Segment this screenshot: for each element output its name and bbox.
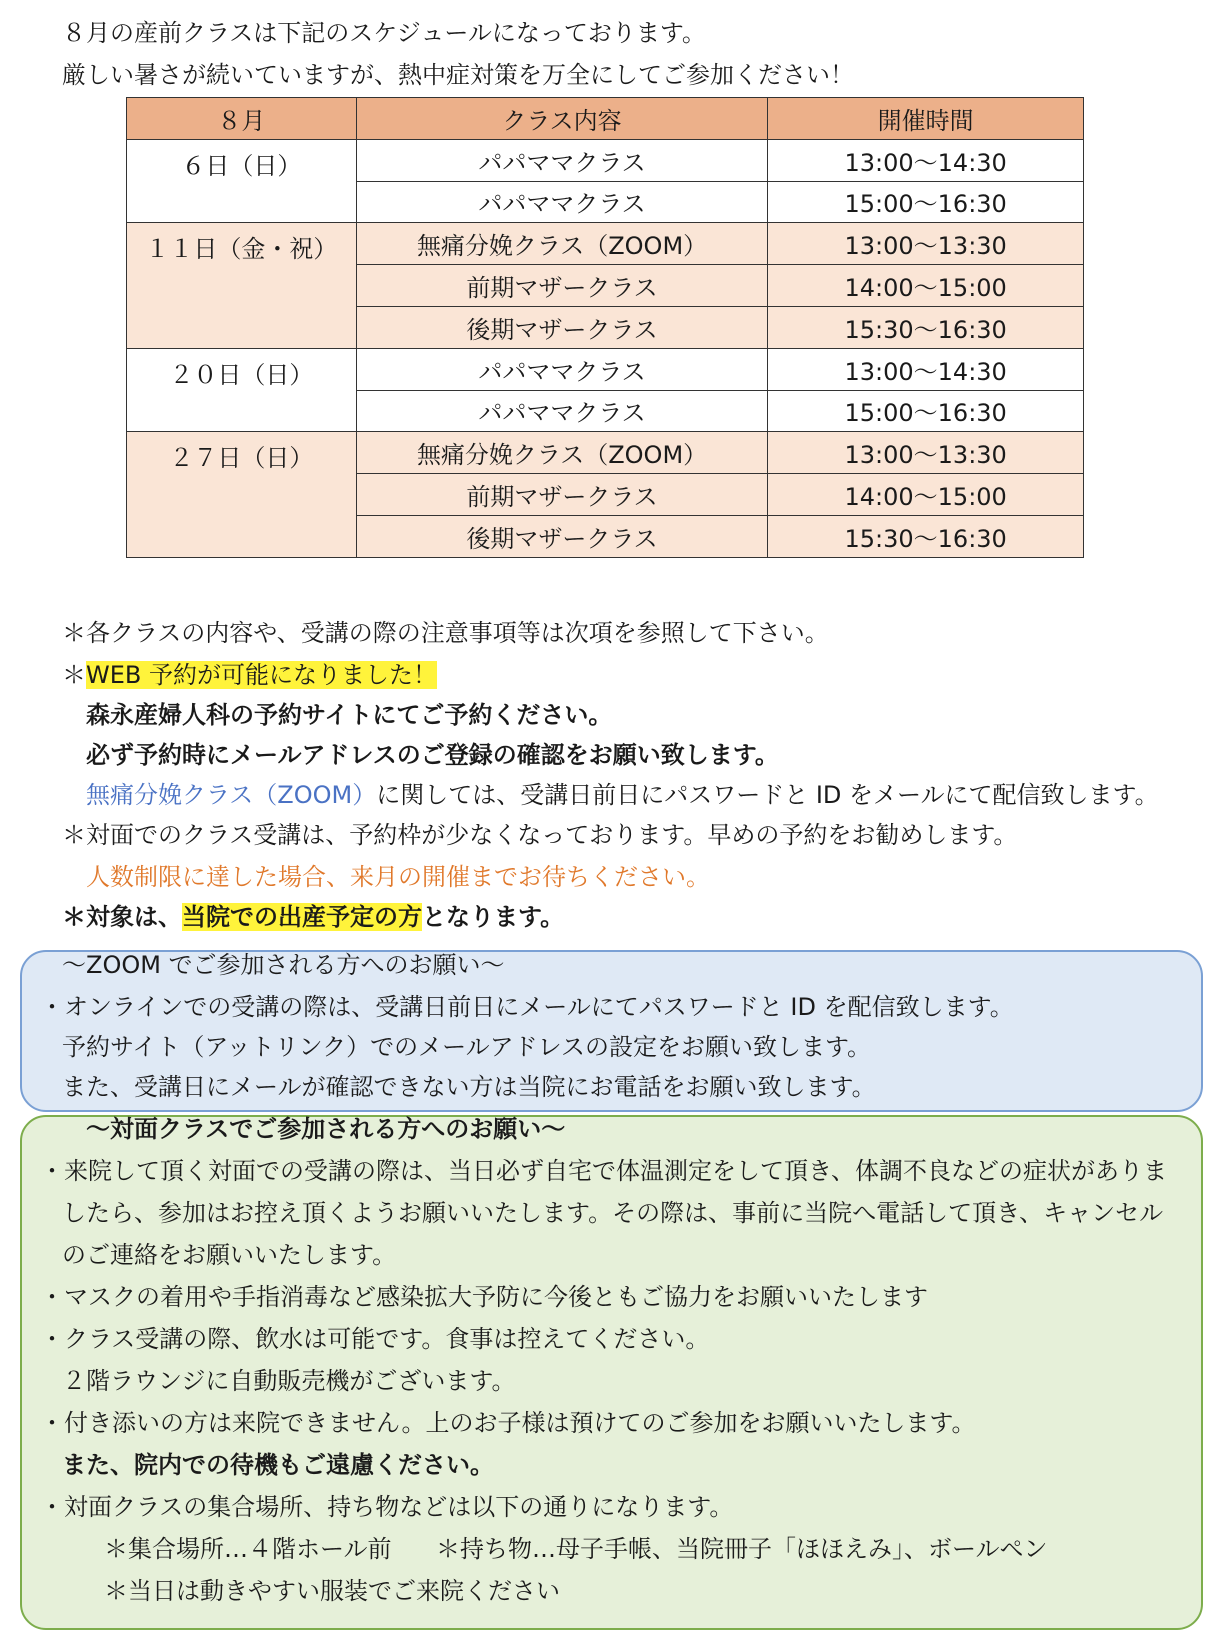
note-zoom-password <box>86 780 1159 810</box>
table-row <box>127 223 1084 265</box>
time-cell: 13:00～13:30 <box>768 223 1084 265</box>
in-person-box-line: ・マスクの着用や手指消毒など感染拡大予防に今後ともご協力をお願いいたします <box>40 1283 928 1311</box>
note-eligibility <box>62 902 564 932</box>
web-booking-highlight: WEB 予約が可能になりました！ <box>86 661 437 689</box>
class-cell: パパママクラス <box>356 181 768 223</box>
clothing-note: ＊当日は動きやすい服装でご来院ください <box>104 1577 560 1605</box>
table-row <box>127 348 1084 390</box>
class-cell: パパママクラス <box>356 390 768 432</box>
date-cell: ２７日（日） <box>127 432 357 557</box>
class-cell: 前期マザークラス <box>356 265 768 307</box>
date-cell: ６日（日） <box>127 139 357 223</box>
in-person-box-line: ・対面クラスの集合場所、持ち物などは以下の通りになります。 <box>40 1493 734 1521</box>
time-cell: 14:00～15:00 <box>768 474 1084 516</box>
zoom-box-line: また、受講日にメールが確認できない方は当院にお電話をお願い致します。 <box>62 1073 876 1101</box>
note-limited-slots: ＊対面でのクラス受講は、予約枠が少なくなっております。早めの予約をお勧めします。 <box>62 821 1018 849</box>
meeting-place: ＊集合場所…４階ホール前 <box>104 1535 392 1563</box>
in-person-box-line: ・クラス受講の際、飲水は可能です。食事は控えてください。 <box>40 1325 710 1353</box>
time-cell: 15:30～16:30 <box>768 515 1084 557</box>
time-cell: 13:00～14:30 <box>768 348 1084 390</box>
class-cell: 後期マザークラス <box>356 515 768 557</box>
in-person-box-line: ・来院して頂く対面での受講の際は、当日必ず自宅で体温測定をして頂き、体調不良などの症状がありま <box>40 1157 1168 1185</box>
note-asterisk: ＊ <box>62 661 86 689</box>
in-person-box-line: ２階ラウンジに自動販売機がございます。 <box>62 1367 516 1395</box>
in-person-box-line: また、院内での待機もご遠慮ください。 <box>62 1451 494 1479</box>
zoom-password-text: に関しては、受講日前日にパスワードと ID をメールにて配信致します。 <box>376 781 1159 809</box>
class-cell: 後期マザークラス <box>356 306 768 348</box>
time-cell: 14:00～15:00 <box>768 265 1084 307</box>
time-cell: 15:30～16:30 <box>768 306 1084 348</box>
time-cell: 15:00～16:30 <box>768 390 1084 432</box>
note-capacity-limit: 人数制限に達した場合、来月の開催までお待ちください。 <box>86 863 710 891</box>
time-cell: 13:00～14:30 <box>768 139 1084 181</box>
zoom-box-title: ～ZOOM でご参加される方へのお願い～ <box>62 951 505 979</box>
class-cell: パパママクラス <box>356 348 768 390</box>
intro-line-1: ８月の産前クラスは下記のスケジュールになっております。 <box>62 19 706 47</box>
header-class: クラス内容 <box>356 98 768 140</box>
time-cell: 13:00～13:30 <box>768 432 1084 474</box>
items-to-bring: ＊持ち物…母子手帳、当院冊子「ほほえみ」、ボールペン <box>436 1535 1048 1563</box>
eligibility-suffix: となります。 <box>422 903 565 931</box>
in-person-box-line: したら、参加はお控え頂くようお願いいたします。その際は、事前に当院へ電話して頂き、キャンセル <box>62 1199 1164 1227</box>
class-cell: パパママクラス <box>356 139 768 181</box>
class-cell: 無痛分娩クラス（ZOOM） <box>356 432 768 474</box>
zoom-box-line: 予約サイト（アットリンク）でのメールアドレスの設定をお願い致します。 <box>62 1033 872 1061</box>
in-person-box-title: ～対面クラスでご参加される方へのお願い～ <box>86 1115 566 1143</box>
table-row <box>127 432 1084 474</box>
note-email-confirm: 必ず予約時にメールアドレスのご登録の確認をお願い致します。 <box>86 741 779 769</box>
in-person-box-line: のご連絡をお願いいたします。 <box>62 1241 397 1269</box>
date-cell: ２０日（日） <box>127 348 357 432</box>
in-person-box-line: ・付き添いの方は来院できません。上のお子様は預けてのご参加をお願いいたします。 <box>40 1409 976 1437</box>
time-cell: 15:00～16:30 <box>768 181 1084 223</box>
class-cell: 前期マザークラス <box>356 474 768 516</box>
zoom-class-name: 無痛分娩クラス（ZOOM） <box>86 781 377 809</box>
table-row <box>127 139 1084 181</box>
note-booking-site: 森永産婦人科の予約サイトにてご予約ください。 <box>86 701 613 729</box>
class-cell: 無痛分娩クラス（ZOOM） <box>356 223 768 265</box>
intro-line-2: 厳しい暑さが続いていますが、熱中症対策を万全にしてご参加ください！ <box>62 61 854 89</box>
eligibility-prefix: ＊対象は、 <box>62 903 182 931</box>
zoom-box-line: ・オンラインでの受講の際は、受講日前日にメールにてパスワードと ID を配信致します。 <box>40 993 1014 1021</box>
header-time: 開催時間 <box>768 98 1084 140</box>
schedule-table <box>126 97 1084 558</box>
header-month: ８月 <box>127 98 357 140</box>
note-web-booking <box>62 660 437 690</box>
note-reference: ＊各クラスの内容や、受講の際の注意事項等は次項を参照して下さい。 <box>62 619 829 647</box>
eligibility-highlight: 当院での出産予定の方 <box>182 903 422 931</box>
date-cell: １１日（金・祝） <box>127 223 357 348</box>
